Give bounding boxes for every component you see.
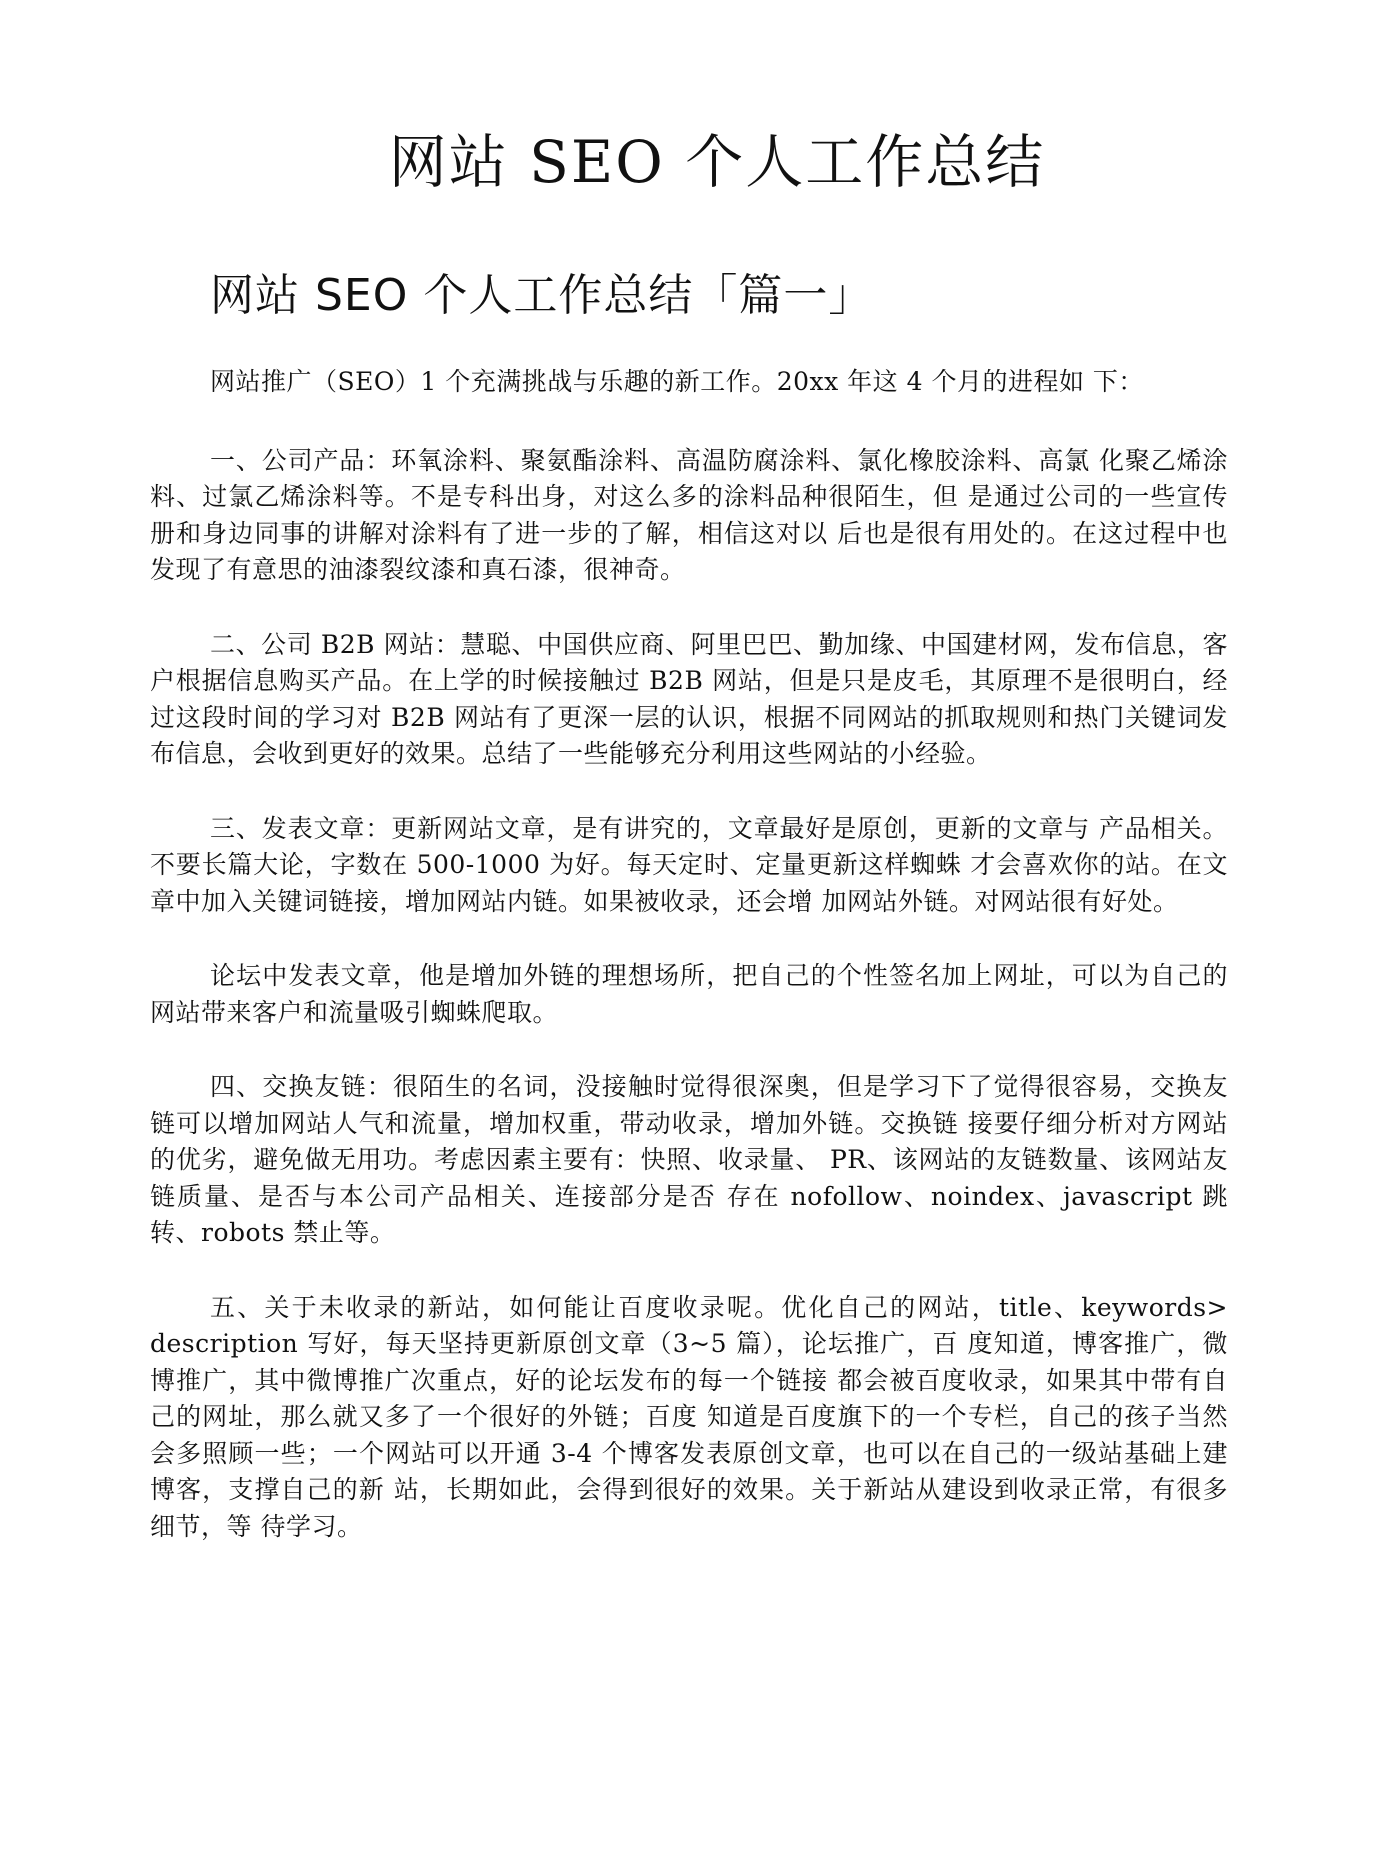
- page-title: 网站 SEO 个人工作总结: [388, 128, 1046, 196]
- paragraph-articles: 三、发表文章：更新网站文章，是有讲究的，文章最好是原创，更新的文章与 产品相关。不要长篇大论，字数在 500-1000 为好。每天定时、定量更新这样蜘蛛 才会喜欢你的站。在文章中加入关键词链接，增加网站内链。如果被收录，还会增 加网站外链。对网站很有好处。: [150, 813, 1228, 916]
- paragraph-new-site: 五、关于未收录的新站，如何能让百度收录呢。优化自己的网站，title、keywords> description 写好，每天坚持更新原创文章（3~5 篇），论坛推广，百 度知道，博客推广，微博推广，其中微博推广次重点，好的论坛发布的每一个链接 都会被百度收录，如果其中带有自己的网址，那么就又多了一个很好的外链；百度 知道是百度旗下的一个专栏，自己的孩子当然会多照顾一些；一个网站可以开通 3-4 个博客发表原创文章，也可以在自己的一级站基础上建博客，支撑自己的新 站，长期如此，会得到很好的效果。关于新站从建设到收录正常，有很多细节，等 待学习。: [150, 1292, 1228, 1541]
- paragraph-forum: 论坛中发表文章，他是增加外链的理想场所，把自己的个性签名加上网址，可以为自己的网站带来客户和流量吸引蜘蛛爬取。: [150, 961, 1228, 1027]
- paragraph-b2b: 二、公司 B2B 网站：慧聪、中国供应商、阿里巴巴、勤加缘、中国建材网，发布信息，客户根据信息购买产品。在上学的时候接触过 B2B 网站，但是只是皮毛，其原理不是很明白，经过这段时间的学习对 B2B 网站有了更深一层的认识，根据不同网站的抓取规则和热门关键词发布信息，会收到更好的效果。总结了一些能够充分利用这些网站的小经验。: [150, 629, 1228, 769]
- paragraph-links: 四、交换友链：很陌生的名词，没接触时觉得很深奥，但是学习下了觉得很容易，交换友链可以增加网站人气和流量，增加权重，带动收录，增加外链。交换链 接要仔细分析对方网站的优劣，避免做无用功。考虑因素主要有：快照、收录量、 PR、该网站的友链数量、该网站友链质量、是否与本公司产品相关、连接部分是否 存在 nofollow、noindex、javascript 跳转、robots 禁止等。: [150, 1072, 1228, 1248]
- section-heading: 网站 SEO 个人工作总结「篇一」: [210, 269, 874, 321]
- paragraph-products: 一、公司产品：环氧涂料、聚氨酯涂料、高温防腐涂料、氯化橡胶涂料、高氯 化聚乙烯涂料、过氯乙烯涂料等。不是专科出身，对这么多的涂料品种很陌生，但 是通过公司的一些宣传册和身边同事的讲解对涂料有了进一步的了解，相信这对以 后也是很有用处的。在这过程中也发现了有意思的油漆裂纹漆和真石漆，很神奇。: [150, 445, 1228, 585]
- paragraph-intro: 网站推广（SEO）1 个充满挑战与乐趣的新工作。20xx 年这 4 个月的进程如 下：: [210, 367, 1144, 397]
